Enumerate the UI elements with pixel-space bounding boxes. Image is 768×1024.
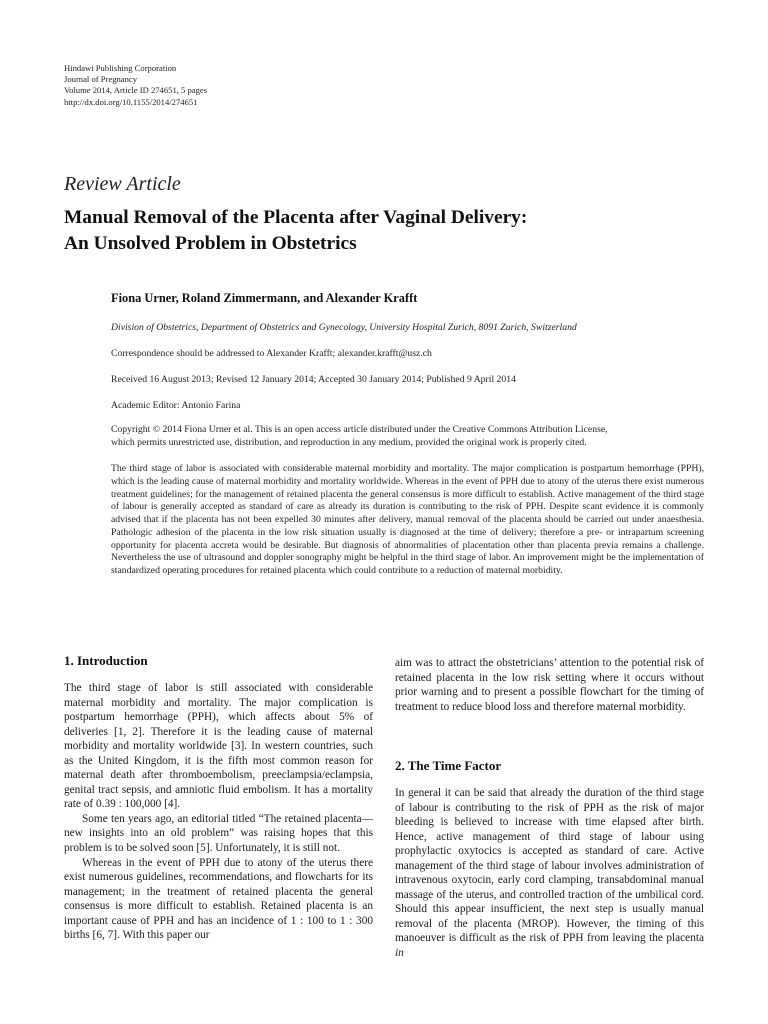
journal-name: Journal of Pregnancy <box>64 74 138 85</box>
section-heading-introduction: 1. Introduction <box>64 653 148 668</box>
section-heading-time-factor: 2. The Time Factor <box>395 758 502 773</box>
time-factor-paragraph-1 <box>395 786 704 961</box>
author-list: Fiona Urner, Roland Zimmermann, and Alexander Krafft <box>111 291 418 305</box>
publisher-name: Hindawi Publishing Corporation <box>64 63 177 73</box>
left-column <box>64 681 373 943</box>
affiliation: Division of Obstetrics, Department of Obstetrics and Gynecology, University Hospital Zurich, 8091 Zurich, Switzerland <box>111 322 577 333</box>
publication-dates: Received 16 August 2013; Revised 12 January 2014; Accepted 30 January 2014; Published 9 April 2014 <box>111 374 516 385</box>
intro-paragraph-3: Whereas in the event of PPH due to atony of the uterus there exist numerous guidelines, recommendations, and flowcharts for its management; in the treatment of retained placenta the general consensus is more difficult to establish. Retained placenta is an important cause of PPH and has an incidence of 1 : 100 to 1 : 300 births [6, 7]. With this paper our <box>64 856 373 942</box>
intro-paragraph-3-continued: aim was to attract the obstetricians’ attention to the potential risk of retained placenta in the low risk setting where it occurs without prior warning and to present a possible flowchart for the timing of treatment to reduce blood loss and therefore maternal morbidity. <box>395 657 704 713</box>
right-column-bottom <box>395 786 704 961</box>
time-factor-text: In general it can be said that already the duration of the third stage of labour is contributing to the risk of PPH as the risk of major bleeding is believed to increase with time elapsed after birth. Hence, active management of third stage of labour using prophylactic oxytocics is accepted as standard of care. Active management of the third stage of labour involves administration of intravenous oxytocin, early cord clamping, transabdominal manual massage of the uterus, and controlled traction of the umbilical cord. Should this appear insufficient, the next step is usually manual removal of the placenta (MROP). However, the timing of this manoeuver is difficult as the risk of PPH from leaving the placenta <box>395 787 704 945</box>
license-line-2: which permits unrestricted use, distribution, and reproduction in any medium, provided the original work is properly cited. <box>111 437 587 448</box>
license-line-1: Copyright © 2014 Fiona Urner et al. This is an open access article distributed under the Creative Commons Attribution License, <box>111 424 608 435</box>
correspondence: Correspondence should be addressed to Alexander Krafft; alexander.krafft@usz.ch <box>111 348 432 359</box>
article-type: Review Article <box>64 173 181 195</box>
time-factor-text-italic: in <box>395 947 404 960</box>
doi-link[interactable]: http://dx.doi.org/10.1155/2014/274651 <box>64 96 198 107</box>
volume-info: Volume 2014, Article ID 274651, 5 pages <box>64 85 208 96</box>
title-line-2: An Unsolved Problem in Obstetrics <box>64 233 357 254</box>
publication-info <box>64 63 207 108</box>
paper-title <box>64 205 684 257</box>
license-notice <box>111 423 711 449</box>
right-column-top <box>395 656 704 714</box>
intro-paragraph-1: The third stage of labor is still associated with considerable maternal morbidity and mortality. The major complication is postpartum hemorrhage (PPH), which affects about 5% of deliveries [1, 2]. Therefore it is the leading cause of maternal morbidity and mortality worldwide [3]. In western countries, such as the United Kingdom, it is the fifth most common reason for maternal death after thromboembolism, preeclampsia/eclampsia, genital tract sepsis, and amniotic fluid embolism. It has a mortality rate of 0.39 : 100,000 [4]. <box>64 682 373 811</box>
intro-paragraph-2: Some ten years ago, an editorial titled “The retained placenta—new insights into an old problem” was raising hopes that this problem is to be solved soon [5]. Unfortunately, it is still not. <box>64 812 373 855</box>
title-line-1: Manual Removal of the Placenta after Vaginal Delivery: <box>64 207 528 228</box>
academic-editor: Academic Editor: Antonio Farina <box>111 400 241 411</box>
abstract: The third stage of labor is associated with considerable maternal morbidity and mortality. The major complication is postpartum hemorrhage (PPH), which is the leading cause of maternal morbidity and mortality worldwide. Whereas in the event of PPH due to atony of the uterus there exist numerous treatment guidelines; for the management of retained placenta the general consensus is more difficult to establish. Active management of the third stage of labour is generally accepted as standard of care as already its duration is contributing to the risk of PPH. Despite scant evidence it is commonly advised that if the placenta has not been expelled 30 minutes after delivery, manual removal of the placenta should be carried out under anaesthesia. Pathologic adhesion of the placenta in the low risk situation usually is diagnosed at the time of delivery; therefore a pre- or intrapartum screening opportunity for placenta accreta would be desirable. But diagnosis of abnormalities of placentation other than placenta previa remains a challenge. Nevertheless the use of ultrasound and doppler sonography might be helpful in the third stage of labor. An improvement might be the implementation of standardized operating procedures for retained placenta which could contribute to a reduction of maternal morbidity. <box>111 463 704 576</box>
